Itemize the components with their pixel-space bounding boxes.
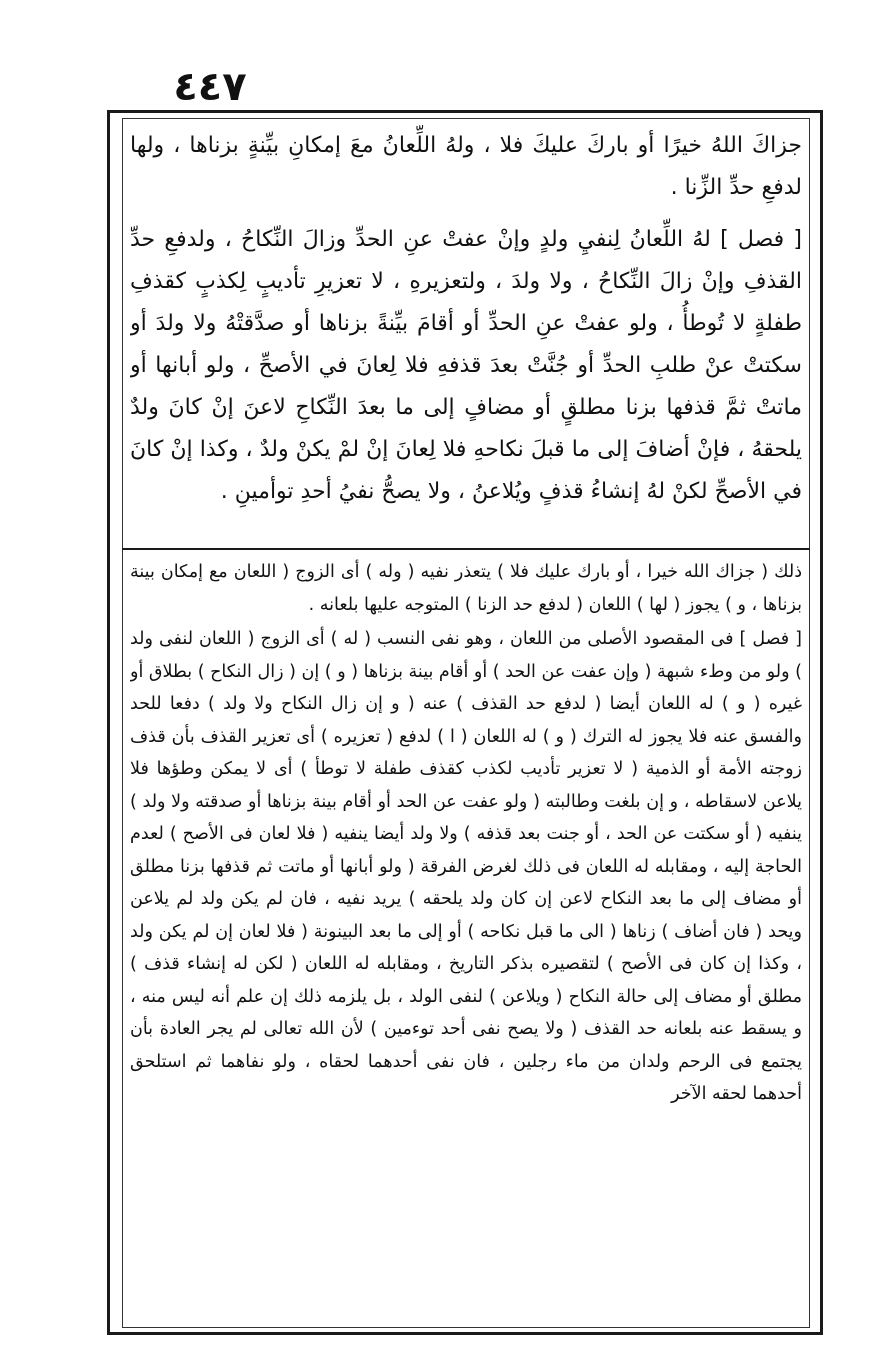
- main-text-paragraph: [ فصل ] لهُ اللِّعانُ لِنفيِ ولدٍ وإنْ عفتْ عنِ الحدِّ وزالَ النِّكاحُ ، ولدفعِ حدِّ القذفِ وإنْ زالَ النِّكاحُ ، ولا ولدَ ، ولتعزيرهِ ، لا تعزيرِ تأديبٍ لِكذبٍ كقذفِ طفلةٍ لا تُوطأُ ، ولو عفتْ عنِ الحدِّ أو أقامَ بيِّنةً بزناها أو صدَّقتْهُ ولا ولدَ أو سكتتْ عنْ طلبِ الحدِّ أو جُنَّتْ بعدَ قذفهِ فلا لِعانَ في الأصحِّ ، ولو أبانها أو ماتتْ ثمَّ قذفها بزنا مطلقٍ أو مضافٍ إلى ما بعدَ النِّكاحِ لاعنَ إنْ كانَ ولدٌ يلحقهُ ، فإنْ أضافَ إلى ما قبلَ نكاحهِ فلا لِعانَ إنْ لمْ يكنْ ولدٌ ، وكذا إنْ كانَ في الأصحِّ لكنْ لهُ إنشاءُ قذفٍ ويُلاعنُ ، ولا يصحُّ نفيُ أحدِ توأمينِ .: [130, 227, 802, 504]
- commentary-paragraph: [ فصل ] فى المقصود الأصلى من اللعان ، وهو نفى النسب ( له ) أى الزوج ( اللعان لنفى ولد ) ولو من وطء شبهة ( وإن عفت عن الحد ) أو أقام بينة بزناها ( و ) إن ( زال النكاح ) بطلاق أو غيره ( و ) له اللعان أيضا ( لدفع حد القذف ) عنه ( و إن زال النكاح ولا ولد ) دفعا للحد والفسق عنه فلا يجوز له الترك ( و ) له اللعان ( ا ) لدفع ( تعزيره ) أى تعزير القذف بأن قذف زوجته الأمة أو الذمية ( لا تعزير تأديب لكذب كقذف طفلة لا توطأ ) أى لا يمكن وطؤها فلا يلاعن لاسقاطه ، و إن بلغت وطالبته ( ولو عفت عن الحد أو أقام بينة بزناها أو صدقته ولا ولد ) ينفيه ( أو سكتت عن الحد ، أو جنت بعد قذفه ) ولا ولد أيضا ينفيه ( فلا لعان فى الأصح ) لعدم الحاجة إليه ، ومقابله له اللعان فى ذلك لغرض الفرقة ( ولو أبانها أو ماتت ثم قذفها بزنا مطلق أو مضاف إلى ما بعد النكاح لاعن إن كان ولد يلحقه ) يريد نفيه ، فان لم يكن ولد لم يلاعن ويحد ( فان أضاف ) زناها ( الى ما قبل نكاحه ) أو إلى ما بعد البينونة ( فلا لعان إن لم يكن ولد ، وكذا إن كان فى الأصح ) لتقصيره بذكر التاريخ ، ومقابله له اللعان ( لكن له إنشاء قذف ) مطلق أو مضاف إلى حالة النكاح ( ويلاعن ) لنفى الولد ، بل يلزمه ذلك إن علم أنه ليس منه ، و يسقط عنه بلعانه حد القذف ( ولا يصح نفى أحد توءمين ) لأن الله تعالى لم يجر العادة بأن يجتمع فى الرحم ولدان من ماء رجلين ، فان نفى أحدهما لحقاه ، ولو نفاهما ثم استلحق أحدهما لحقه الآخر: [130, 629, 802, 1104]
- main-text-block: [130, 125, 802, 545]
- commentary-text-block: [130, 556, 802, 1216]
- commentary-paragraph: ذلك ( جزاك الله خيرا ، أو بارك عليك فلا ) يتعذر نفيه ( وله ) أى الزوج ( اللعان مع إمكان بينة بزناها ، و ) يجوز ( لها ) اللعان ( لدفع حد الزنا ) المتوجه عليها بلعانه .: [130, 562, 802, 615]
- main-text-paragraph: جزاكَ اللهُ خيرًا أو باركَ عليكَ فلا ، ولهُ اللِّعانُ معَ إمكانِ بيِّنةٍ بزناها ، ولها لدفعِ حدِّ الزِّنا .: [130, 133, 802, 200]
- page-number: ٤٤٧: [173, 64, 247, 110]
- section-divider: [122, 548, 810, 550]
